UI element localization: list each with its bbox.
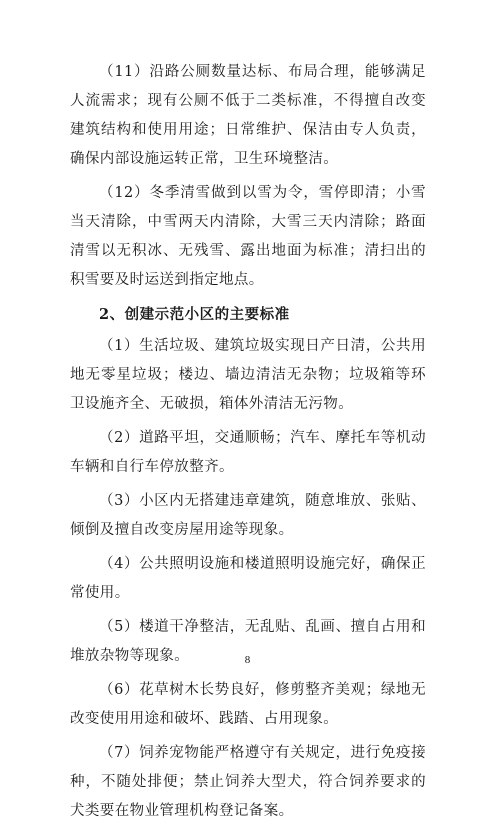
standard-item-3: （3）小区内无搭建违章建筑，随意堆放、张贴、倾倒及擅自改变房屋用途等现象。: [70, 493, 426, 538]
standard-item-5: （5）楼道干净整洁，无乱贴、乱画、擅自占用和堆放杂物等现象。: [70, 619, 426, 664]
page-number: 8: [244, 654, 251, 666]
page-content: [70, 58, 426, 831]
standard-item-2: （2）道路平坦，交通顺畅；汽车、摩托车等机动车辆和自行车停放整齐。: [70, 430, 426, 475]
standard-item-4: （4）公共照明设施和楼道照明设施完好，确保正常使用。: [70, 556, 426, 601]
paragraph-item-11: （11）沿路公厕数量达标、布局合理，能够满足人流需求；现有公厕不低于二类标准，不得擅自改变建筑结构和使用用途；日常维护、保洁由专人负责，确保内部设施运转正常，卫生环境整洁。: [70, 64, 426, 167]
standard-item-1: （1）生活垃圾、建筑垃圾实现日产日清，公共用地无零星垃圾；楼边、墙边清洁无杂物；垃圾箱等环卫设施齐全、无破损，箱体外清洁无污物。: [70, 338, 426, 412]
standard-item-7: （7）饲养宠物能严格遵守有关规定，进行免疫接种，不随处排便；禁止饲养大型犬，符合饲养要求的犬类要在物业管理机构登记备案。: [70, 745, 426, 819]
standard-item-6: （6）花草树木长势良好，修剪整齐美观；绿地无改变使用用途和破坏、践踏、占用现象。: [70, 682, 426, 727]
section-heading: 2、创建示范小区的主要标准: [99, 306, 290, 323]
paragraph-item-12: （12）冬季清雪做到以雪为令，雪停即清；小雪当天清除，中雪两天内清除，大雪三天内清除；路面清雪以无积冰、无残雪、露出地面为标准；清扫出的积雪要及时运送到指定地点。: [70, 185, 426, 288]
